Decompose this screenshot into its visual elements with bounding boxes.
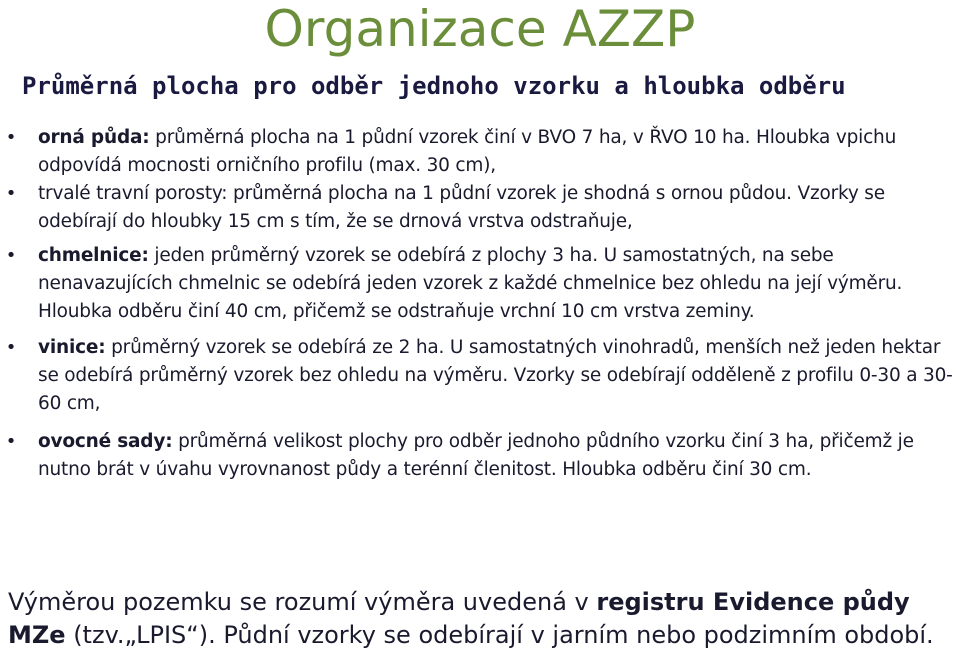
bullet-text: trvalé travní porosty: průměrná plocha na 1 půdní vzorek je shodná s ornou půdou. Vzorky se odebírají do hloubky 15 cm s tím, že se drnová vrstva odstraňuje, [38, 183, 885, 232]
footer-text-1: Výměrou pozemku se rozumí výměra uvedená v [8, 588, 597, 616]
footer-text-2: (tzv.„LPIS“). Půdní vzorky se odebírají v jarním nebo podzimním období. [65, 621, 934, 649]
bullet-icon: • [5, 127, 17, 148]
section-subtitle: Průměrná plocha pro odběr jednoho vzorku a hloubka odběru [22, 72, 846, 100]
bullet-text: průměrný vzorek se odebírá ze 2 ha. U samostatných vinohradů, menších než jeden hektar se odebírá průměrný vzorek bez ohledu na výměru. Vzorky se odebírají odděleně z profilu 0-30 a 30-60 cm, [38, 337, 953, 414]
bullet-text: průměrná velikost plochy pro odběr jednoho půdního vzorku činí 3 ha, přičemž je nutno brát v úvahu vyrovnanost půdy a terénní členitost. Hloubka odběru činí 30 cm. [38, 431, 914, 480]
bullet-trvale-travni-porosty [0, 180, 960, 236]
bullet-icon: • [5, 337, 17, 358]
footer-note [8, 586, 956, 652]
bullet-ovocne-sady [0, 428, 960, 484]
bullet-text: průměrná plocha na 1 půdní vzorek činí v BVO 7 ha, v ŘVO 10 ha. Hloubka vpichu odpovídá mocnosti orničního profilu (max. 30 cm), [38, 127, 897, 176]
page-title: Organizace AZZP [264, 0, 696, 58]
bullet-vinice [0, 334, 960, 418]
bullet-chmelnice [0, 242, 960, 326]
bullet-text: jeden průměrný vzorek se odebírá z plochy 3 ha. U samostatných, na sebe nenavazujících chmelnic se odebírá jeden vzorek z každé chmelnice bez ohledu na její výměru. Hloubka odběru činí 40 cm, přičemž se odstraňuje vrchní 10 cm vrstva zeminy. [38, 245, 903, 322]
footer-registry-name: registru Evidence půdy MZe [8, 588, 910, 649]
bullet-icon: • [5, 431, 17, 452]
bullet-term: orná půda: [38, 127, 150, 148]
bullet-list [0, 124, 960, 484]
bullet-term: vinice: [38, 337, 106, 358]
bullet-term: chmelnice: [38, 245, 149, 266]
bullet-orna-puda [0, 124, 960, 180]
bullet-icon: • [5, 183, 17, 204]
bullet-icon: • [5, 245, 17, 266]
bullet-term: ovocné sady: [38, 431, 173, 452]
